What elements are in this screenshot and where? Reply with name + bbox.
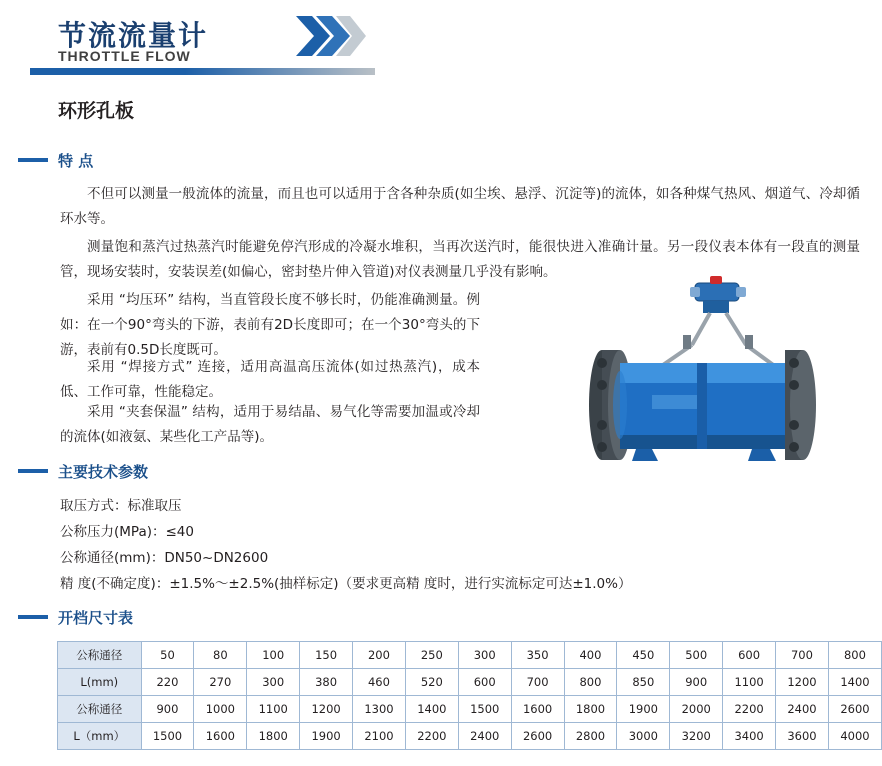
table-cell: 1500	[141, 723, 194, 750]
table-cell: 1000	[194, 696, 247, 723]
double-chevron-right-icon	[296, 14, 366, 59]
table-cell: 900	[670, 669, 723, 696]
table-cell: 2400	[458, 723, 511, 750]
feature-paragraph-5: 采用 “夹套保温” 结构，适用于易结晶、易气化等需要加温或冷却的流体(如液氨、某些化工产品等)。	[60, 404, 480, 445]
section-heading-features	[18, 150, 93, 171]
table-cell: 900	[141, 696, 194, 723]
table-cell: 1100	[723, 669, 776, 696]
table-cell: 1800	[564, 696, 617, 723]
table-cell: 350	[511, 642, 564, 669]
table-cell: 2000	[670, 696, 723, 723]
table-cell: 3000	[617, 723, 670, 750]
table-cell: 220	[141, 669, 194, 696]
table-cell: 2200	[405, 723, 458, 750]
section-heading-params	[18, 461, 148, 482]
table-cell: 2200	[723, 696, 776, 723]
table-cell: 600	[458, 669, 511, 696]
section-heading-sizes	[18, 607, 133, 628]
table-cell: 2800	[564, 723, 617, 750]
table-cell: 600	[723, 642, 776, 669]
table-cell: 150	[300, 642, 353, 669]
section-heading-params-label: 主要技术参数	[58, 463, 149, 481]
table-cell: 400	[564, 642, 617, 669]
param-line: 公称通径(mm)：DN50~DN2600	[60, 550, 269, 566]
table-cell: 200	[353, 642, 406, 669]
table-cell: 250	[405, 642, 458, 669]
table-row-label: 公称通径	[58, 642, 142, 669]
table-cell: 3600	[776, 723, 829, 750]
table-cell: 450	[617, 642, 670, 669]
feature-paragraph-2: 测量饱和蒸汽过热蒸汽时能避免停汽形成的冷凝水堆积，当再次送汽时，能很快进入准确计量。另一段仪表本体有一段直的测量管，现场安装时，安装误差(如偏心，密封垫片伸入管道)对仪表测量几乎没有影响。	[60, 239, 860, 280]
table-cell: 1400	[828, 669, 881, 696]
feature-paragraph-4: 采用 “焊接方式” 连接，适用高温高压流体(如过热蒸汽)，成本低、工作可靠，性能稳定。	[60, 359, 480, 400]
table-cell: 2600	[511, 723, 564, 750]
table-cell: 270	[194, 669, 247, 696]
header-accent-bar	[30, 68, 375, 75]
table-cell: 2600	[828, 696, 881, 723]
page-header	[0, 0, 882, 82]
table-cell: 800	[828, 642, 881, 669]
table-cell: 500	[670, 642, 723, 669]
table-cell: 380	[300, 669, 353, 696]
heading-dash-icon	[18, 615, 48, 619]
product-photo	[540, 275, 870, 465]
table-cell: 520	[405, 669, 458, 696]
table-cell: 300	[247, 669, 300, 696]
table-cell: 2100	[353, 723, 406, 750]
table-cell: 1600	[511, 696, 564, 723]
heading-dash-icon	[18, 158, 48, 162]
param-line: 精 度(不确定度)：±1.5%～±2.5%(抽样标定)（要求更高精 度时，进行实流标定可达±1.0%）	[60, 576, 632, 592]
table-cell: 460	[353, 669, 406, 696]
table-cell: 1900	[300, 723, 353, 750]
table-cell: 850	[617, 669, 670, 696]
table-cell: 80	[194, 642, 247, 669]
table-cell: 1300	[353, 696, 406, 723]
param-line: 公称压力(MPa)：≤40	[60, 524, 194, 540]
table-cell: 700	[776, 642, 829, 669]
table-cell: 3200	[670, 723, 723, 750]
table-cell: 3400	[723, 723, 776, 750]
table-row-label: L(mm)	[58, 669, 142, 696]
table-cell: 2400	[776, 696, 829, 723]
table-cell: 1600	[194, 723, 247, 750]
page-title-en: THROTTLE FLOW	[58, 48, 191, 64]
table-cell: 4000	[828, 723, 881, 750]
table-row-label: L（mm）	[58, 723, 142, 750]
table-row-label: 公称通径	[58, 696, 142, 723]
table-cell: 1400	[405, 696, 458, 723]
section-heading-sizes-label: 开档尺寸表	[58, 609, 134, 627]
table-cell: 1200	[776, 669, 829, 696]
table-cell: 800	[564, 669, 617, 696]
table-cell: 1500	[458, 696, 511, 723]
feature-paragraph-3: 采用 “均压环” 结构，当直管段长度不够长时，仍能准确测量。例如：在一个90°弯头的下游，表前有2D长度即可；在一个30°弯头的下游，表前有0.5D长度既可。	[60, 292, 480, 358]
table-cell: 1200	[300, 696, 353, 723]
table-row	[58, 669, 882, 696]
page-title-cn: 节流流量计	[58, 19, 209, 52]
table-row	[58, 642, 882, 669]
param-line: 取压方式：标准取压	[60, 498, 182, 514]
table-row	[58, 696, 882, 723]
table-cell: 100	[247, 642, 300, 669]
table-row	[58, 723, 882, 750]
heading-dash-icon	[18, 469, 48, 473]
table-cell: 1100	[247, 696, 300, 723]
feature-paragraph-1: 不但可以测量一般流体的流量，而且也可以适用于含各种杂质(如尘埃、悬浮、沉淀等)的流体，如各种煤气热风、烟道气、冷却循环水等。	[60, 186, 860, 227]
table-cell: 50	[141, 642, 194, 669]
table-cell: 1900	[617, 696, 670, 723]
table-cell: 1800	[247, 723, 300, 750]
table-cell: 300	[458, 642, 511, 669]
product-name: 环形孔板	[58, 100, 135, 122]
table-cell: 700	[511, 669, 564, 696]
size-table	[57, 641, 882, 750]
section-heading-features-label: 特 点	[58, 152, 94, 170]
